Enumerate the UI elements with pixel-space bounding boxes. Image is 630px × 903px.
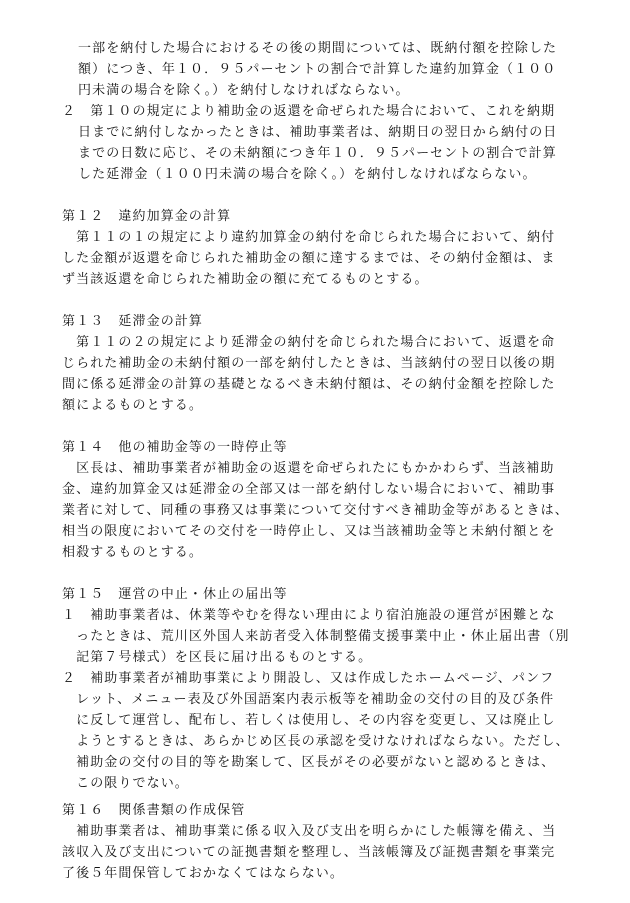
section-heading: 第１５ 運営の中止・休止の届出等 xyxy=(62,587,288,602)
text-line: 相当の限度においてその交付を一時停止し、又は当該補助金等と未納付額とを xyxy=(62,524,556,539)
text-line: 第１１の２の規定により延滞金の納付を命じられた場合において、返還を命 xyxy=(62,335,556,350)
text-line: 相殺するものとする。 xyxy=(62,545,204,560)
text-line: 日までに納付しなかったときは、補助事業者は、納期日の翌日から納付の日 xyxy=(78,125,558,140)
section-heading: 第１２ 違約加算金の計算 xyxy=(62,209,232,224)
section-heading: 第１６ 関係書類の作成保管 xyxy=(62,803,246,818)
section-15 xyxy=(62,584,582,794)
text-line: ２ 第１０の規定により補助金の返還を命ぜられた場合において、これを納期 xyxy=(62,104,556,119)
text-line: 記第７号様式）を区長に届け出るものとする。 xyxy=(62,650,373,665)
document-page xyxy=(62,38,582,884)
section-heading: 第１３ 延滞金の計算 xyxy=(62,314,204,329)
text-line: 間に係る延滞金の計算の基礎となるべき未納付額は、その納付金額を控除した xyxy=(62,377,556,392)
text-line: に反して運営し、配布し、若しくは使用し、その内容を変更し、又は廃止し xyxy=(62,713,556,728)
text-line: 了後５年間保管しておかなくてはならない。 xyxy=(62,866,345,881)
text-line: 業者に対して、同種の事務又は事業について交付すべき補助金等があるときは、 xyxy=(62,503,569,518)
text-line: 額）につき、年１０．９５パーセントの割合で計算した違約加算金（１００ xyxy=(78,62,557,77)
text-line: 円未満の場合を除く。）を納付しなければならない。 xyxy=(78,83,410,98)
text-line: 額によるものとする。 xyxy=(62,398,204,413)
text-line: ず当該返還を命じられた補助金の額に充てるものとする。 xyxy=(62,272,429,287)
section-heading: 第１４ 他の補助金等の一時停止等 xyxy=(62,440,288,455)
section-16 xyxy=(62,800,582,884)
section-12 xyxy=(62,206,582,290)
text-line: 該収入及び支出についての証拠書類を整理し、当該帳簿及び証拠書類を事業完 xyxy=(62,845,556,860)
text-line: 第１１の１の規定により違約加算金の納付を命じられた場合において、納付 xyxy=(62,230,556,245)
text-line: した延滞金（１００円未満の場合を除く。）を納付しなければならない。 xyxy=(78,167,537,182)
text-line: ったときは、荒川区外国人来訪者受入体制整備支援事業中止・休止届出書（別 xyxy=(62,629,570,644)
text-line: 補助金の交付の目的等を勘案して、区長がその必要がないと認めるときは、 xyxy=(62,755,556,770)
section-13 xyxy=(62,311,582,416)
text-line: 区長は、補助事業者が補助金の返還を命ぜられたにもかかわらず、当該補助 xyxy=(62,461,555,476)
text-line: ようとするときは、あらかじめ区長の承認を受けなければならない。ただし、 xyxy=(62,734,570,749)
item-2-late-fee xyxy=(62,101,582,185)
text-line: レット、メニュー表及び外国語案内表示板等を補助金の交付の目的及び条件 xyxy=(62,692,555,707)
continued-paragraph xyxy=(62,38,582,101)
text-line: した金額が返還を命じられた補助金の額に達するまでは、その納付金額は、ま xyxy=(62,251,556,266)
text-line: までの日数に応じ、その未納額につき年１０．９５パーセントの割合で計算 xyxy=(78,146,557,161)
text-line: この限りでない。 xyxy=(62,776,189,791)
text-line: じられた補助金の未納付額の一部を納付したときは、当該納付の翌日以後の期 xyxy=(62,356,556,371)
section-14 xyxy=(62,437,582,563)
text-line: ２ 補助事業者が補助事業により開設し、又は作成したホームページ、パンフ xyxy=(62,671,555,686)
text-line: 金、違約加算金又は延滞金の全部又は一部を納付しない場合において、補助事 xyxy=(62,482,556,497)
text-line: 補助事業者は、補助事業に係る収入及び支出を明らかにした帳簿を備え、当 xyxy=(62,824,557,839)
text-line: １ 補助事業者は、休業等やむを得ない理由により宿泊施設の運営が困難とな xyxy=(62,608,556,623)
text-line: 一部を納付した場合におけるその後の期間については、既納付額を控除した xyxy=(78,41,558,56)
